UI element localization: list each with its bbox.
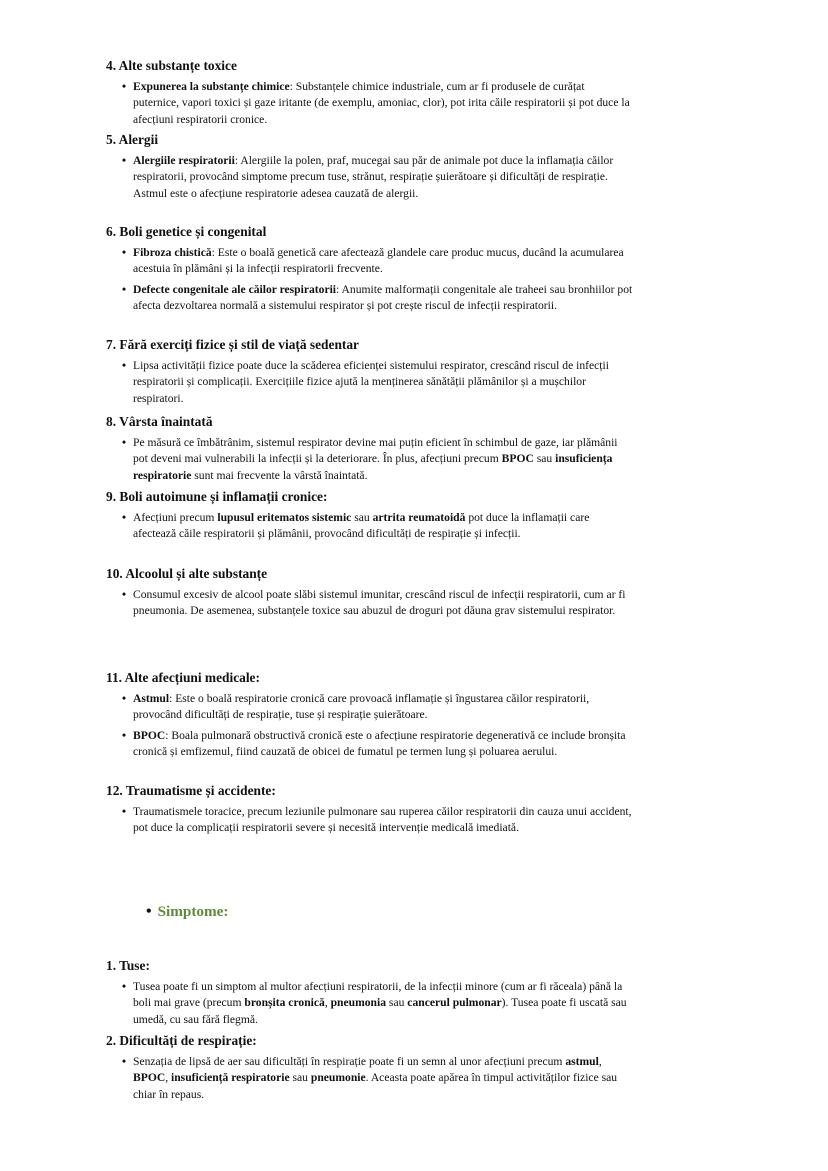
bold-term: BPOC [133,1071,166,1085]
item-text: , [324,996,331,1010]
section-genetic-congenital [106,224,786,318]
section-heading: 6. Boli genetice și congenital [106,224,267,239]
bullet-item [106,79,633,128]
bullet-item [106,587,633,620]
item-text: Consumul excesiv de alcool poate slăbi sistemul imunitar, crescând riscul de infecții respiratorii, cum ar fi pneumonia. De asemenea, substanțele toxice sau abuzul de droguri pot dăuna grav sistemului respirator. [133,588,626,618]
item-text: pot duce la inflamații care afectează căile respiratorii și plămânii, provocând dificultăți de respirație și infecții. [133,511,590,541]
section-heading: 9. Boli autoimune și inflamații cronice: [106,489,328,504]
bullet-item [106,691,633,724]
symptoms-title [146,903,228,921]
bullet-icon: • [122,511,127,524]
bullet-item [106,153,633,202]
item-text: sau [289,1071,311,1085]
bold-term: pneumonia [330,996,387,1010]
bold-term: Expunerea la substanțe chimice [133,80,290,93]
bullet-icon: • [122,282,127,296]
item-text: sau [386,996,408,1010]
section-heading: 10. Alcoolul și alte substanțe [106,566,268,581]
section-other-toxic-substances [106,58,786,132]
bold-term: insuficiența respiratorie [133,452,613,482]
item-text: Senzația de lipsă de aer sau dificultăți în respirație poate fi un semn al unor afecțiuni precum [133,1055,566,1068]
item-text: Pe măsură ce îmbătrânim, sistemul respirator devine mai puțin eficient în schimbul de gaze, iar plămânii pot deveni mai vulnerabili la infecții și la deteriorare. În plus, afecțiuni precum [133,436,618,466]
item-text: . Aceasta poate apărea în timpul activităților fizice sau chiar în repaus. [133,1071,618,1101]
bullet-icon: • [122,588,127,601]
bold-term: artrita reumatoidă [372,511,466,524]
section-heading: 8. Vârsta înaintată [106,414,213,429]
bold-term: BPOC [501,452,534,466]
bullet-item [106,1054,633,1103]
bold-term: pneumonie [310,1071,366,1085]
section-heading: 2. Dificultăți de respirație: [106,1033,257,1048]
bullet-item [106,435,633,484]
section-autoimmune [106,489,786,547]
bullet-item [106,358,633,407]
bullet-icon: • [122,1055,127,1068]
bullet-icon: • [122,980,127,993]
bullet-icon: • [122,154,127,167]
bullet-icon: • [122,805,127,818]
bold-term: Defecte congenitale ale căilor respiratorii [133,282,337,296]
item-text: Tusea poate fi un simptom al multor afecțiuni respiratorii, de la infecții minore (cum ar fi răceala) până la boli mai grave (precum [133,980,623,1010]
item-text: sunt mai frecvente la vârstă înaintată. [191,468,368,482]
bullet-icon: • [122,359,127,372]
bullet-icon: • [122,246,127,259]
symptoms-title-text: Simptome: [157,903,229,920]
item-text: ). Tusea poate fi uscată sau umedă, cu sau fără flegmă. [133,996,627,1026]
bullet-item [106,245,633,278]
bullet-item [106,510,633,543]
item-text: : Anumite malformații congenitale ale traheei sau bronhiilor pot afecta dezvoltarea normală a sistemului respirator și pot crește riscul de infecții respiratorii. [133,282,633,312]
item-text: : Substanțele chimice industriale, cum ar fi produsele de curățat puternice, vapori toxici și gaze iritante (de exemplu, amoniac, clor), pot irita căile respiratorii și pot duce la afecțiuni respiratorii cronice. [133,80,630,126]
bold-term: cancerul pulmonar [407,996,502,1010]
bullet-icon: • [146,903,152,920]
section-sedentary-lifestyle [106,337,786,411]
section-heading: 1. Tuse: [106,958,150,973]
bold-term: Astmul [133,692,170,705]
section-allergies [106,132,786,206]
bullet-icon: • [122,436,127,449]
section-heading: 7. Fără exerciți fizice și stil de viață sedentar [106,337,359,352]
section-advanced-age [106,414,786,488]
bullet-item [106,282,633,315]
section-heading: 5. Alergii [106,132,159,147]
item-text: sau [351,511,373,524]
bullet-item [106,804,633,837]
bullet-icon: • [122,80,127,93]
bullet-icon: • [122,692,127,705]
bold-term: insuficiență respiratorie [171,1071,290,1085]
section-cough [106,958,786,1032]
bullet-item [106,979,633,1028]
bold-term: Alergiile respiratorii [133,154,235,167]
item-text: Traumatismele toracice, precum leziunile pulmonare sau ruperea căilor respiratorii din cauza unui accident, pot duce la complicații respiratorii severe și necesită intervenție medicală imediată. [133,805,632,835]
item-text: : Este o boală respiratorie cronică care provoacă inflamație și îngustarea căilor respiratorii, provocând dificultăți de respirație, tuse și respirație șuierătoare. [133,692,590,722]
section-heading: 11. Alte afecțiuni medicale: [106,670,260,685]
item-text: sau [533,452,556,466]
bold-term: bronșita cronică [244,996,325,1010]
section-other-conditions [106,670,786,764]
bold-term: BPOC [133,728,166,742]
item-text: Afecțiuni precum [133,511,218,524]
section-trauma [106,783,786,841]
item-text: : Este o boală genetică care afectează glandele care produc mucus, ducând la acumularea acestuia în plămâni și la infecții respiratorii frecvente. [133,246,624,276]
section-heading: 12. Traumatisme și accidente: [106,783,276,798]
bold-term: lupusul eritematos sistemic [217,511,352,524]
bold-term: Fibroza chistică [133,246,212,259]
item-text: Lipsa activității fizice poate duce la scăderea eficienței sistemului respirator, crescând riscul de infecții respiratorii și complicații. Exercițiile fizice ajută la menținerea sănătății plămânilor și a mușchilor respiratori. [133,359,609,405]
item-text: : Boala pulmonară obstructivă cronică este o afecțiune respiratorie degenerativă ce include bronșita cronică și emfizemul, fiind cauzată de obicei de fumatul pe termen lung și poluarea aerului. [133,728,626,758]
bullet-item [106,728,633,761]
item-text: : Alergiile la polen, praf, mucegai sau păr de animale pot duce la inflamația căilor respiratorii, provocând simptome precum tuse, strănut, respirație șuierătoare și dificultăți de respirație. Astmul este o afecțiune respiratorie adesea cauzată de alergii. [133,154,614,200]
bold-term: astmul [565,1055,599,1068]
section-heading: 4. Alte substanțe toxice [106,58,237,73]
item-text: , [165,1071,172,1085]
section-alcohol [106,566,786,624]
section-breathing-difficulty [106,1033,786,1107]
item-text: , [598,1055,602,1068]
bullet-icon: • [122,728,127,742]
